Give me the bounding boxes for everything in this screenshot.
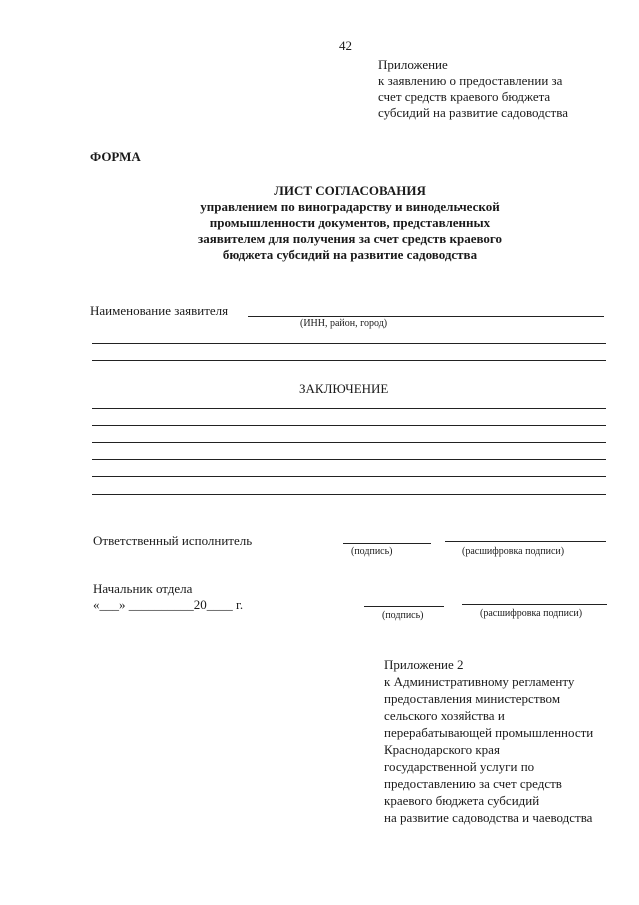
- applicant-hint: (ИНН, район, город): [300, 318, 388, 329]
- chief-label: Начальник отдела: [93, 581, 193, 596]
- appendix-top-line: к заявлению о предоставлении за: [378, 73, 563, 88]
- title-line: заявителем для получения за счет средств краевого: [197, 231, 503, 246]
- title-main: ЛИСТ СОГЛАСОВАНИЯ: [274, 183, 426, 198]
- appendix-bottom-line: краевого бюджета субсидий: [384, 793, 540, 808]
- conclusion-line[interactable]: [92, 476, 606, 477]
- applicant-extra-line[interactable]: [92, 343, 606, 344]
- page-number: 42: [339, 38, 352, 53]
- appendix-bottom-line: предоставлению за счет средств: [384, 776, 562, 791]
- appendix-bottom-line: к Административному регламенту: [384, 674, 575, 689]
- appendix-bottom: [384, 656, 593, 826]
- executor-decoding-line[interactable]: [445, 541, 606, 542]
- appendix-bottom-line: государственной услуги по: [384, 759, 535, 774]
- conclusion-line[interactable]: [92, 442, 606, 443]
- executor-signature-line[interactable]: [343, 543, 431, 544]
- conclusion-heading: ЗАКЛЮЧЕНИЕ: [299, 381, 389, 396]
- appendix-bottom-line: Краснодарского края: [384, 742, 500, 757]
- appendix-top-line: счет средств краевого бюджета: [378, 89, 551, 104]
- executor-decoding-hint: (расшифровка подписи): [462, 546, 565, 557]
- document-title: [140, 183, 560, 263]
- conclusion-line[interactable]: [92, 494, 606, 495]
- appendix-top-line: субсидий на развитие садоводства: [378, 105, 568, 120]
- executor-signature-hint: (подпись): [351, 546, 393, 557]
- applicant-label: Наименование заявителя: [90, 303, 229, 318]
- chief-signature-line[interactable]: [364, 606, 444, 607]
- appendix-bottom-line: Приложение 2: [384, 657, 464, 672]
- chief-decoding-line[interactable]: [462, 604, 607, 605]
- conclusion-line[interactable]: [92, 459, 606, 460]
- conclusion-line[interactable]: [92, 425, 606, 426]
- form-label: ФОРМА: [90, 149, 141, 164]
- title-line: бюджета субсидий на развитие садоводства: [222, 247, 478, 262]
- applicant-extra-line[interactable]: [92, 360, 606, 361]
- appendix-top-line: Приложение: [378, 57, 448, 72]
- appendix-bottom-line: сельского хозяйства и: [384, 708, 505, 723]
- appendix-bottom-line: предоставления министерством: [384, 691, 561, 706]
- title-line: промышленности документов, представленных: [209, 215, 491, 230]
- title-line: управлением по виноградарству и винодельческой: [200, 199, 500, 214]
- conclusion-line[interactable]: [92, 408, 606, 409]
- chief-date-field[interactable]: «___» __________20____ г.: [93, 597, 244, 612]
- executor-label: Ответственный исполнитель: [93, 533, 253, 548]
- appendix-top: [378, 57, 568, 121]
- appendix-bottom-line: перерабатывающей промышленности: [384, 725, 594, 740]
- applicant-field-line[interactable]: [248, 316, 604, 317]
- chief-signature-hint: (подпись): [382, 610, 424, 621]
- chief-decoding-hint: (расшифровка подписи): [480, 608, 583, 619]
- appendix-bottom-line: на развитие садоводства и чаеводства: [384, 810, 593, 825]
